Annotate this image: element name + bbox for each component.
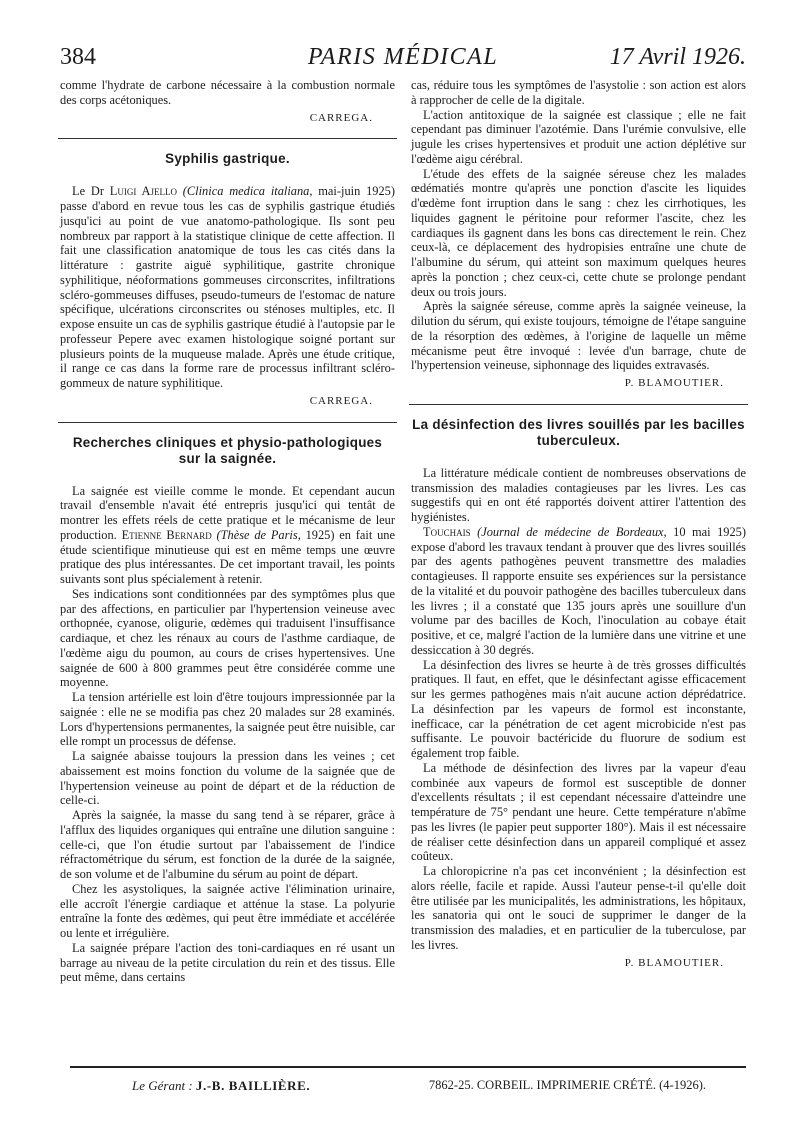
- article-paragraph: La tension artérielle est loin d'être toujours impressionnée par la saignée : elle ne se modifia pas chez 20 malades sur 28 examinés. Lors d'hypertensions permanentes, la saignée peut être nuisible, car elle rompt un processus de défense.: [60, 690, 395, 749]
- article-paragraph: Le Dr Luigi Ajello (Clinica medica italiana, mai-juin 1925) passe d'abord en revue tous les cas de syphilis gastrique étudiés jusqu'ici au point de vue anatomo-pathologique. Ils sont peu nombreux par rapport à la statistique clinique de cette affection. Il fait une classification anatomique de tous les cas cités dans la littérature : gastrite aiguë syphilitique, gastrite chronique syphilitique, néoformations gommeuses circonscrites, infiltrations scléro-gommeuses diffuses, pseudo-tumeurs de l'estomac de nature spécifique, ulcérations circonscrites ou sténoses multiples, etc. Il expose ensuite un cas de syphilis gastrique étudié à l'autopsie par le professeur Pepere avec examen histologique soigné portant sur plusieurs points de la muqueuse malade. Après une étude critique, il range ce cas dans la forme rare de processus infiltrant scléro-gommeux de nature syphilitique.: [60, 184, 396, 390]
- article-paragraph: La chloropicrine n'a pas cet inconvénient ; la désinfection est alors réelle, facile et rapide. Aussi l'auteur pense-t-il qu'elle doit être utilisée par les municipalités, les administrations, les hôpitaux, les sanatoria qui ont le souci de supprimer le danger de la transmission des maladies, et en particulier de la tuberculose, par les livres.: [411, 864, 746, 952]
- article-paragraph: L'action antitoxique de la saignée est classique ; elle ne fait cependant pas diminuer l'azotémie. Dans l'urémie convulsive, elle jugule les crises hypertensives et produit une action déplétive sur l'œdème aigu cérébral.: [411, 107, 746, 166]
- article-paragraph: La désinfection des livres se heurte à de très grosses difficultés pratiques. Il faut, en effet, que le désinfectant agisse efficacement sur les germes pathogènes mais n'ait aucune action déprédatrice. La désinfection par les vapeurs de formol est inconstante, inefficace, car la pénétration de cet agent microbicide n'est pas suffisante. Le pouvoir bactéricide du fluorure de sodium est également trop faible.: [411, 657, 746, 760]
- article-paragraph: Touchais (Journal de médecine de Bordeaux, 10 mai 1925) expose d'abord les travaux tendant à prouver que des livres souillés par des agents pathogènes peuvent transmettre des maladies contagieuses. Il rapporte ensuite ses expériences sur la persistance de la vitalité et du pouvoir pathogène des bacilles tuberculeux dans les livres ; il a constaté que 135 jours après une souillure d'un volume par des bacilles de Koch, l'inoculation au cobaye était positive, et ce, malgré l'action de la lumière dans une vitrine et une dessiccation à 30 degrés.: [411, 524, 746, 657]
- signature: CARREGA.: [309, 394, 373, 407]
- publisher-manager: Le Gérant : J.-B. BAILLIÈRE.: [132, 1078, 311, 1093]
- running-header: [60, 44, 746, 78]
- author-name: Touchais: [423, 524, 471, 539]
- article-paragraph: Après la saignée séreuse, comme après la saignée veineuse, la dilution du sérum, qui existe toujours, témoigne de l'étape sanguine de la résorption des œdèmes, à l'origine de laquelle un même mécanisme peut être invoqué : levée d'un barrage, chute de l'hypertension veineuse, siphonnage des liquides extravasés.: [411, 299, 746, 373]
- footer-rule: [70, 1066, 746, 1068]
- signature: CARREGA.: [309, 111, 373, 124]
- issue-date: 17 Avril 1926.: [609, 44, 746, 70]
- article-paragraph: Après la saignée, la masse du sang tend à se réparer, grâce à l'afflux des liquides organiques qui entraîne une dilution sanguine : celle-ci, que l'on étudie surtout par l'abaissement de l'indice réfractométrique du sérum, est fonction de la durée de la saignée, de son volume et de l'albumine du sérum au point de départ.: [60, 808, 395, 881]
- continued-paragraph: cas, réduire tous les symptômes de l'asystolie : son action est alors à rapprocher de celle de la digitale.: [411, 78, 746, 107]
- printer-imprint: 7862-25. CORBEIL. IMPRIMERIE CRÉTÉ. (4-1926).: [428, 1078, 706, 1092]
- article-paragraph: La saignée est vieille comme le monde. Et cependant aucun travail d'ensemble n'avait été entrepris jusqu'ici qui tentât de montrer les effets réels de cette pratique et le mécanisme de leur production. Etienne Bernard (Thèse de Paris, 1925) en fait une étude scientifique minutieuse qui est en même temps une œuvre pratique des plus intéressantes. De cet important travail, les points suivants sont plus spécialement à retenir.: [60, 483, 395, 586]
- author-name: Etienne Bernard: [121, 527, 212, 542]
- journal-title: PARIS MÉDICAL: [307, 44, 499, 70]
- thesis-reference: (Thèse de Paris,: [216, 527, 301, 542]
- signature: P. BLAMOUTIER.: [624, 956, 724, 969]
- continued-paragraph: comme l'hydrate de carbone nécessaire à la combustion normale des corps acétoniques.: [60, 78, 395, 107]
- article-paragraph: La méthode de désinfection des livres par la vapeur d'eau combinée aux vapeurs de formol est susceptible de donner d'excellents résultats ; il est cependant nécessaire d'atteindre une température de 75° pendant une heure. Cette température n'abîme pas les livres (le papier peut supporter 180°). Mais il est nécessaire de réaliser cette désinfection dans un appareil compliqué et assez coûteux.: [411, 760, 746, 864]
- article-title-desinfection: La désinfection des livres souillés par les bacilles tuberculeux.: [412, 416, 745, 448]
- page-number: 384: [60, 44, 96, 70]
- journal-reference: (Clinica medica italiana,: [182, 184, 313, 199]
- article-title-saignee: Recherches cliniques et physio-pathologiques sur la saignée.: [72, 434, 383, 466]
- author-name: Luigi Ajello: [109, 184, 177, 199]
- article-paragraph: L'étude des effets de la saignée séreuse chez les malades œdématiés montre qu'après une ponction d'ascite les liquides d'œdème font irruption dans le sang : chez les cirrhotiques, les liquides gagnent le péritoine pour reformer l'ascite, chez les cardiaques ils gagnent dans les bons cas directement le rein. Chez ceux-là, ce déplacement des hydropisies entraîne une chute de l'albumine du sérum, qui atteint son maximum quelques heures après la ponction ; chez ceux-ci, cette chute se prolonge pendant deux ou trois jours.: [411, 166, 746, 299]
- article-paragraph: La littérature médicale contient de nombreuses observations de transmission des maladies contagieuses par les livres. Les cas suggestifs qui en ont été rapportés doivent attirer l'attention des hygiénistes.: [411, 465, 746, 524]
- right-column: [411, 78, 746, 970]
- article-paragraph: Ses indications sont conditionnées par des symptômes plus que par des affections, en particulier par l'hypertension veineuse avec orthopnée, cyanose, oligurie, œdèmes qui traduisent l'insuffisance cardiaque, et chez les rénaux au cours de l'asthme cardiaque, de l'œdème aigu du poumon, au cours de crises hypertensives. Une saignée de 600 à 800 grammes peut être considérée comme une moyenne.: [60, 586, 395, 690]
- page-footer: [70, 1066, 746, 1126]
- left-column: [60, 78, 395, 985]
- signature: P. BLAMOUTIER.: [624, 377, 724, 389]
- article-paragraph: La saignée abaisse toujours la pression dans les veines ; cet abaissement est moins fonction du volume de la saignée que de l'hypertension veineuse au point de départ et de la réduction de celle-ci.: [60, 749, 395, 808]
- journal-reference: (Journal de médecine de Bordeaux,: [477, 524, 667, 539]
- article-title-syphilis: Syphilis gastrique.: [165, 151, 290, 167]
- article-paragraph: Chez les asystoliques, la saignée active l'élimination urinaire, elle accroît l'énergie cardiaque et atténue la stase. La polyurie entraîne la fonte des œdèmes, qui peut être immédiate et accélérée ou lente et irrégulière.: [60, 881, 395, 940]
- article-paragraph: La saignée prépare l'action des toni-cardiaques en ré usant un barrage au niveau de la petite circulation du rein et des tissus. Elle peut même, dans certains: [60, 940, 395, 985]
